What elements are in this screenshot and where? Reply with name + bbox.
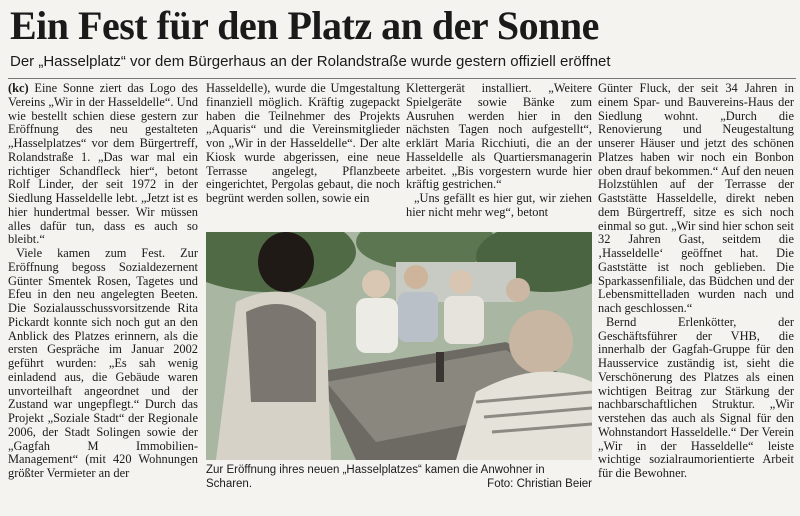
dateline: (kc) [8,82,29,95]
divider [8,78,796,79]
subheadline: Der „Hasselplatz“ vor dem Bürgerhaus an der Rolandstraße wurde gestern offiziell eröffnet [10,53,611,70]
caption-text: Zur Eröffnung ihres neuen „Hasselplatzes“ kamen die Anwohner in Scharen. [206,464,545,490]
paragraph-text: Günter Fluck, der seit 34 Jahren in einem Spar- und Bauvereins-Haus der Siedlung wohnt. „Durch die Renovierung und Neugestaltung unserer Häuser und jetzt des schönen Platzes haben wir noch ein Bonbon oben drauf bekommen.“ Auf den neuen Holzstühlen auf der Terrasse der Gaststätte Hasseldelle, direkt neben dem Bürgertreff, sitze es sich noch einmal so gut. „Wir sind hier schon seit 32 Jahren Gast, seitdem die ‚Hasseldelle‘ geöffnet hat. Die Gaststätte ist noch geblieben. Die Sparkassenfiliale, das Büdchen und der Lebensmittelladen wurden nach und nach geschlossen.“ [598,82,794,315]
paragraph-text: Viele kamen zum Fest. Zur Eröffnung begoss Sozialdezernent Günter Smentek Rosen, Tagetes und Efeu in den neu angelegten Beeten. Die Sozialausschussvorsitzende Rita Pickardt konnte sich noch gut an den Anblick des Platzes erinnern, als die ersten Gespräche im Januar 2002 geführt wurden: „Es sah wenig einladend aus, die Gebäude waren unvorteilhaft angeordnet und der Zustand war ungepflegt.“ Durch das Projekt „Soziale Stadt“ der Regionale 2006, der Stadt Solingen sowie der „Gagfah M Immobilien-Management“ (mit 420 Wohnungen größter Vermieter an der [8,246,198,480]
paragraph [206,82,400,206]
paragraph-text: Eine Sonne ziert das Logo des Vereins „Wir in der Hasseldelle“. Und wie bestellt schien diese gestern zur Eröffnung des neu gestalteten „Hasselplatzes“ vor dem Bürgertreff, Rolandstraße 1. „Das war mal ein richtiger Schandfleck hier“, betont Rolf Linder, der seit 1972 in der Siedlung Hasseldelle lebt. „Jetzt ist es hier hundertmal besser. Wir müssen alles dafür tun, dass es auch so bleibt.“ [8,82,198,247]
paragraph [406,192,592,220]
article-column-4 [598,82,794,512]
article-column-2 [206,82,400,228]
paragraph-text: Bernd Erlenkötter, der Geschäftsführer der VHB, die innerhalb der Gagfah-Gruppe für den Hausservice zuständig ist, sieht die Verschönerung des Platzes als einen wichtigen Beitrag zur Stärkung der nachbarschaftlichen Struktur. „Wir verstehen das auch als Signal für den Wohnstandort Hasseldelle.“ Der Verein „Wir in der Hasseldelle“ leiste wichtige sozialraumorientierte Arbeit für die Bewohner. [598,314,794,480]
paragraph [598,316,794,481]
headline: Ein Fest für den Platz an der Sonne [10,3,599,48]
paragraph [8,82,198,247]
photo-credit: Foto: Christian Beier [487,478,592,490]
paragraph [8,247,198,481]
photo-caption [206,463,592,491]
photo-illustration [206,232,592,460]
paragraph-text: Klettergerät installiert. „Weitere Spielgeräte sowie Bänke zum Ausruhen werden hier in den nächsten Tagen noch aufgestellt“, erklärt Maria Ricchiuti, die an der Hasseldelle als Quartiersmanagerin arbeitet. „Bis vorgestern wurde hier kräftig gestrichen.“ [406,82,592,192]
article-column-3 [406,82,592,228]
paragraph [598,82,794,316]
paragraph-text: „Uns gefällt es hier gut, wir ziehen hier nicht mehr weg“, betont [406,191,592,219]
article-photo [206,232,592,460]
paragraph [406,82,592,192]
article-column-1 [8,82,198,512]
paragraph-text: Hasseldelle), wurde die Umgestaltung finanziell möglich. Kräftig zugepackt haben die Teilnehmer des Projekts „Aquaris“ und die Vereinsmitglieder von „Wir in der Hasseldelle“. Der alte Kiosk wurde abgerissen, eine neue Terrasse angelegt, Pflanzbeete eingerichtet, Pergolas gebaut, die noch begrünt werden sollen, sowie ein [206,82,400,205]
